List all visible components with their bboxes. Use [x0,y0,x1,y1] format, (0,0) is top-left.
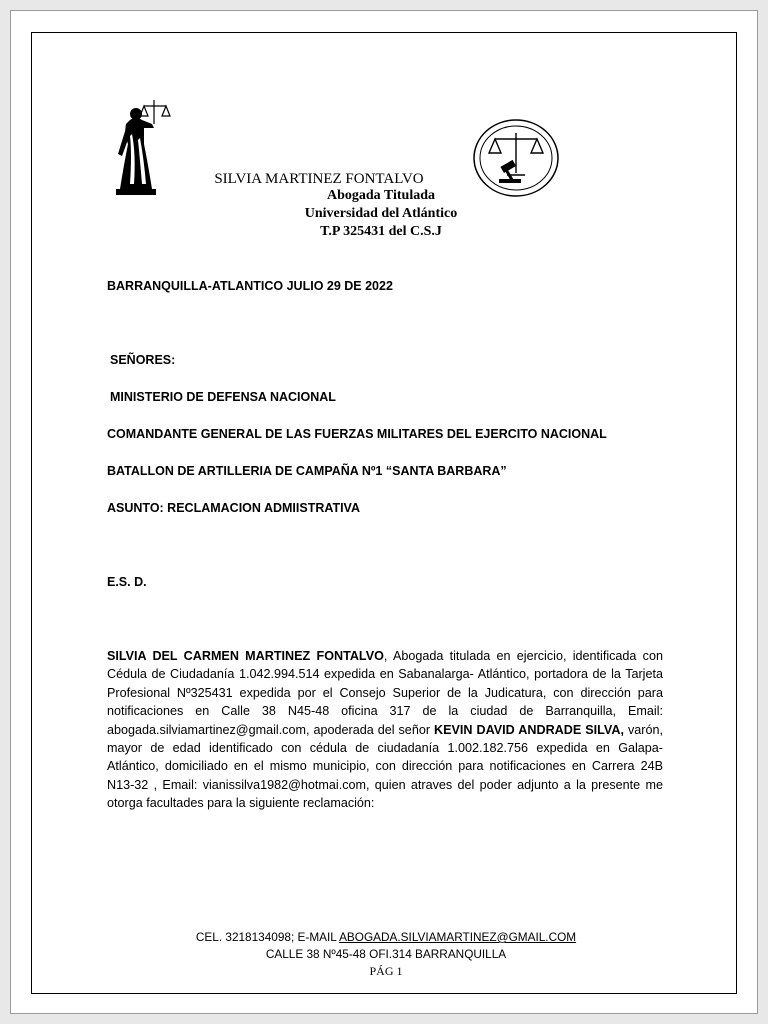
letterhead-name: SILVIA MARTINEZ FONTALVO [214,171,424,187]
letterhead-title: Abogada Titulada [326,188,436,203]
date-line: BARRANQUILLA-ATLANTICO JULIO 29 DE 2022 [107,279,393,293]
body-part-2: varón, mayor de edad identificado con cédula de ciudadanía 1.002.182.756 expedida en Galapa- Atlántico, domiciliado en el mismo municipio, con dirección para notificaciones en Carrera 24B N13-32 , Email: vianissilva1982@hotmai.com, quien atraves del poder adjunto a la presente me otorga facultades para la siguiente reclamación: [107,722,664,811]
letterhead-tp: T.P 325431 del C.S.J [320,224,442,239]
recipient-ministerio: MINISTERIO DE DEFENSA NACIONAL [110,390,336,404]
footer-contact [111,930,661,944]
footer-address: CALLE 38 Nº45-48 OFI.314 BARRANQUILLA [265,947,507,961]
client-name: KEVIN DAVID ANDRADE SILVA, [434,722,624,737]
esd-line: E.S. D. [107,575,147,589]
body-part-1: , Abogada titulada en ejercicio, identificada con Cédula de Ciudadanía 1.042.994.514 expedida en Sabanalarga- Atlántico, portadora de la Tarjeta Profesional Nº325431 expedida por el Consejo Superior de la Judicatura, con dirección para notificaciones en Calle 38 N45-48 oficina 317 de la ciudad de Barranquilla, Email: abogada.silviamartinez@gmail.com, apoderada del señor [107,649,663,737]
justice-seal-icon [471,117,561,199]
body-paragraph [107,647,663,813]
letterhead-university: Universidad del Atlántico [304,206,458,221]
recipient-senores: SEÑORES: [110,353,176,367]
recipient-batallon: BATALLON DE ARTILLERIA DE CAMPAÑA Nº1 “SANTA BARBARA” [107,464,507,478]
footer-phone: CEL. 3218134098; E-MAIL [195,930,340,944]
recipient-comandante: COMANDANTE GENERAL DE LAS FUERZAS MILITARES DEL EJERCITO NACIONAL [107,427,607,441]
subject-line: ASUNTO: RECLAMACION ADMIISTRATIVA [107,501,360,515]
lady-justice-icon [106,94,176,199]
document-page [10,10,758,1014]
sender-name: SILVIA DEL CARMEN MARTINEZ FONTALVO [107,649,384,663]
footer-email-link[interactable]: ABOGADA.SILVIAMARTINEZ@GMAIL.COM [339,930,577,944]
page-number: PÁG 1 [369,964,403,978]
